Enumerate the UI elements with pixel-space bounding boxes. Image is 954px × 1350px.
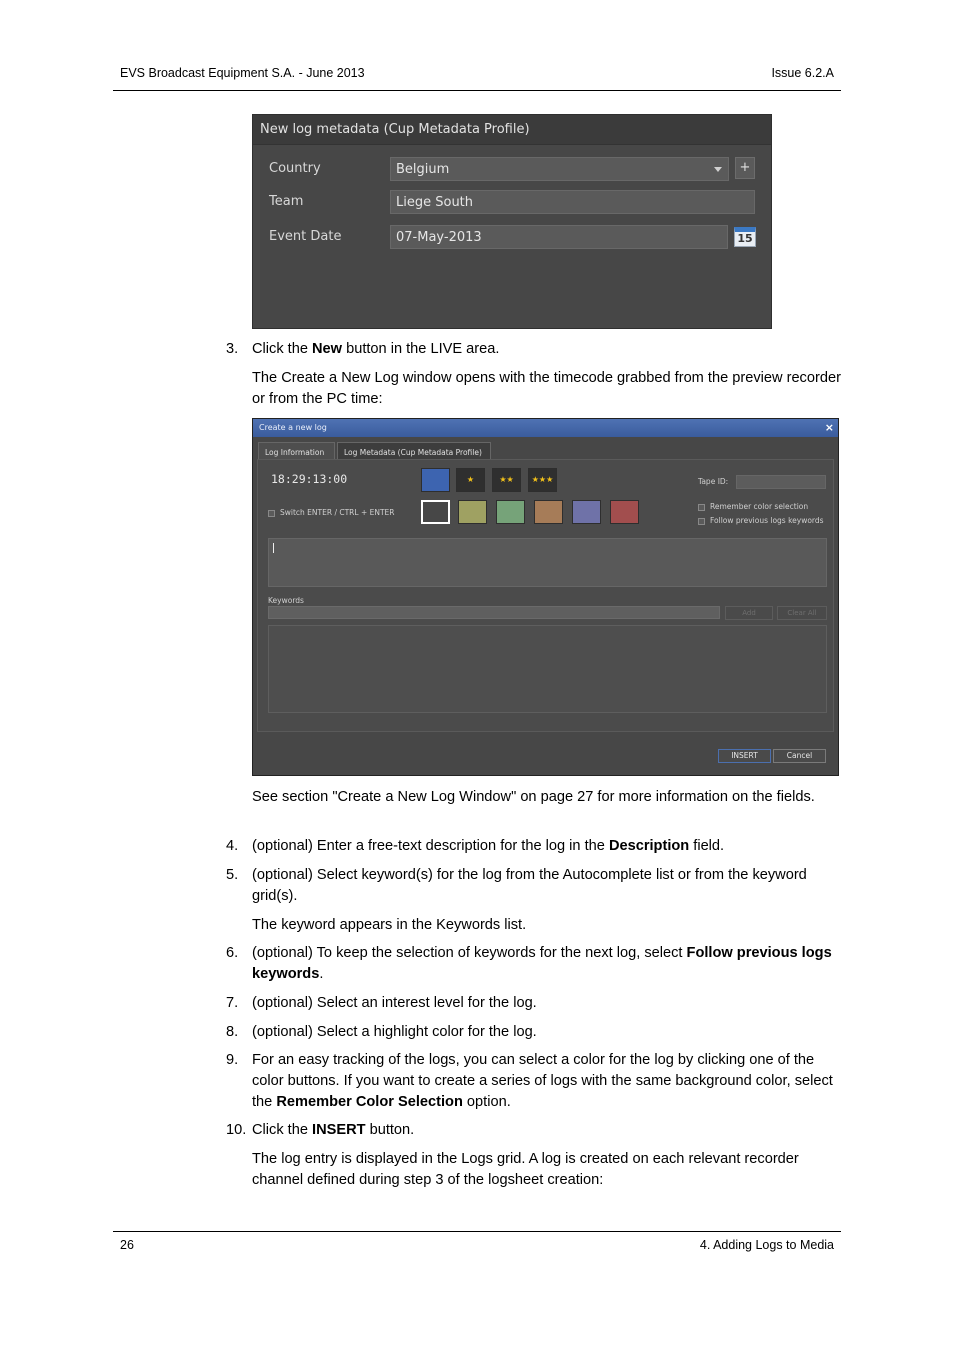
calendar-icon[interactable]: 15: [734, 227, 756, 247]
color-button-brown[interactable]: [534, 500, 563, 524]
remember-color-checkbox[interactable]: Remember color selection: [698, 502, 808, 511]
clear-all-button[interactable]: Clear All: [777, 606, 827, 620]
step-3-text: Click the New button in the LIVE area.: [252, 341, 500, 357]
keywords-input[interactable]: [268, 606, 720, 619]
event-date-label: Event Date: [269, 229, 342, 244]
color-button-purple[interactable]: [572, 500, 601, 524]
page-number: 26: [120, 1238, 134, 1252]
metadata-window-title: New log metadata (Cup Metadata Profile): [253, 115, 771, 145]
step-number: 8.: [226, 1024, 239, 1040]
metadata-row-team: [253, 190, 771, 214]
create-log-title: Create a new log: [259, 423, 327, 432]
step-5-text: (optional) Select keyword(s) for the log from the Autocomplete list or from the keyword grid(s).: [252, 867, 807, 904]
tape-id-input[interactable]: [736, 475, 826, 489]
step-number: 6.: [226, 945, 239, 961]
country-value: Belgium: [396, 162, 450, 177]
cancel-button[interactable]: Cancel: [773, 749, 826, 763]
add-keyword-button[interactable]: Add: [725, 606, 773, 620]
step-number: 10.: [226, 1122, 247, 1138]
text-caret: [273, 543, 274, 553]
footer-chapter: 4. Adding Logs to Media: [699, 1238, 834, 1252]
step-5-description: The keyword appears in the Keywords list.: [252, 917, 527, 933]
checkbox-icon: [268, 510, 275, 517]
header-rule: [113, 90, 841, 91]
add-country-button[interactable]: +: [735, 157, 755, 179]
header-right: Issue 6.2.A: [771, 66, 834, 80]
step-number: 9.: [226, 1052, 239, 1068]
event-date-field[interactable]: [390, 225, 728, 249]
step-6-text: (optional) To keep the selection of keywords for the next log, select Follow previous logs keywords.: [252, 945, 832, 982]
metadata-row-event-date: [253, 225, 771, 249]
step-8-text: (optional) Select a highlight color for the log.: [252, 1024, 537, 1040]
step-number: 7.: [226, 995, 239, 1011]
step-4-text: (optional) Enter a free-text description for the log in the Description field.: [252, 838, 725, 854]
team-label: Team: [269, 194, 304, 209]
team-value: Liege South: [396, 195, 474, 210]
see-section-text: See section "Create a New Log Window" on page 27 for more information on the fields.: [252, 789, 815, 805]
log-information-panel: [257, 459, 834, 732]
create-log-titlebar: [253, 419, 838, 437]
interest-1-star-button[interactable]: ★: [456, 468, 485, 492]
footer-rule: [113, 1231, 841, 1232]
step-3-description: The Create a New Log window opens with the timecode grabbed from the preview recorder or from the PC time:: [252, 370, 841, 407]
step-7-text: (optional) Select an interest level for the log.: [252, 995, 537, 1011]
metadata-window: [252, 114, 772, 329]
team-field[interactable]: [390, 190, 755, 214]
timecode-display: 18:29:13:00: [271, 472, 348, 486]
event-date-value: 07-May-2013: [396, 230, 482, 245]
keywords-label: Keywords: [268, 596, 304, 605]
step-9-text: For an easy tracking of the logs, you can select a color for the log by clicking one of the color buttons. If you want to create a series of logs with the same background color, select the Remember Color Selection option.: [252, 1052, 833, 1110]
close-icon[interactable]: ×: [824, 421, 834, 434]
color-button-none[interactable]: [421, 500, 450, 524]
step-number: 5.: [226, 867, 239, 883]
tab-log-metadata[interactable]: Log Metadata (Cup Metadata Profile): [337, 442, 491, 460]
checkbox-icon: [698, 518, 705, 525]
color-button-red[interactable]: [610, 500, 639, 524]
step-number: 4.: [226, 838, 239, 854]
step-number: 3.: [226, 341, 239, 357]
header-left: EVS Broadcast Equipment S.A. - June 2013: [120, 66, 365, 80]
follow-keywords-checkbox[interactable]: Follow previous logs keywords: [698, 516, 824, 525]
color-button-green[interactable]: [496, 500, 525, 524]
tape-id-label: Tape ID:: [698, 477, 729, 486]
switch-enter-checkbox[interactable]: Switch ENTER / CTRL + ENTER: [268, 508, 395, 517]
checkbox-icon: [698, 504, 705, 511]
insert-button[interactable]: INSERT: [718, 749, 771, 763]
interest-3-star-button[interactable]: ★★★: [528, 468, 557, 492]
create-log-window: [252, 418, 839, 776]
chevron-down-icon: [714, 167, 722, 172]
color-button-olive[interactable]: [458, 500, 487, 524]
description-input[interactable]: [268, 538, 827, 587]
keywords-list[interactable]: [268, 625, 827, 713]
country-label: Country: [269, 161, 321, 176]
metadata-row-country: [253, 157, 771, 181]
interest-2-star-button[interactable]: ★★: [492, 468, 521, 492]
color-button-blue[interactable]: [421, 468, 450, 492]
step-10-description: The log entry is displayed in the Logs grid. A log is created on each relevant recorder channel defined during step 3 of the logsheet creation:: [252, 1151, 799, 1188]
country-select[interactable]: [390, 157, 729, 181]
tab-log-information[interactable]: Log Information: [258, 442, 335, 460]
step-10-text: Click the INSERT button.: [252, 1122, 415, 1138]
